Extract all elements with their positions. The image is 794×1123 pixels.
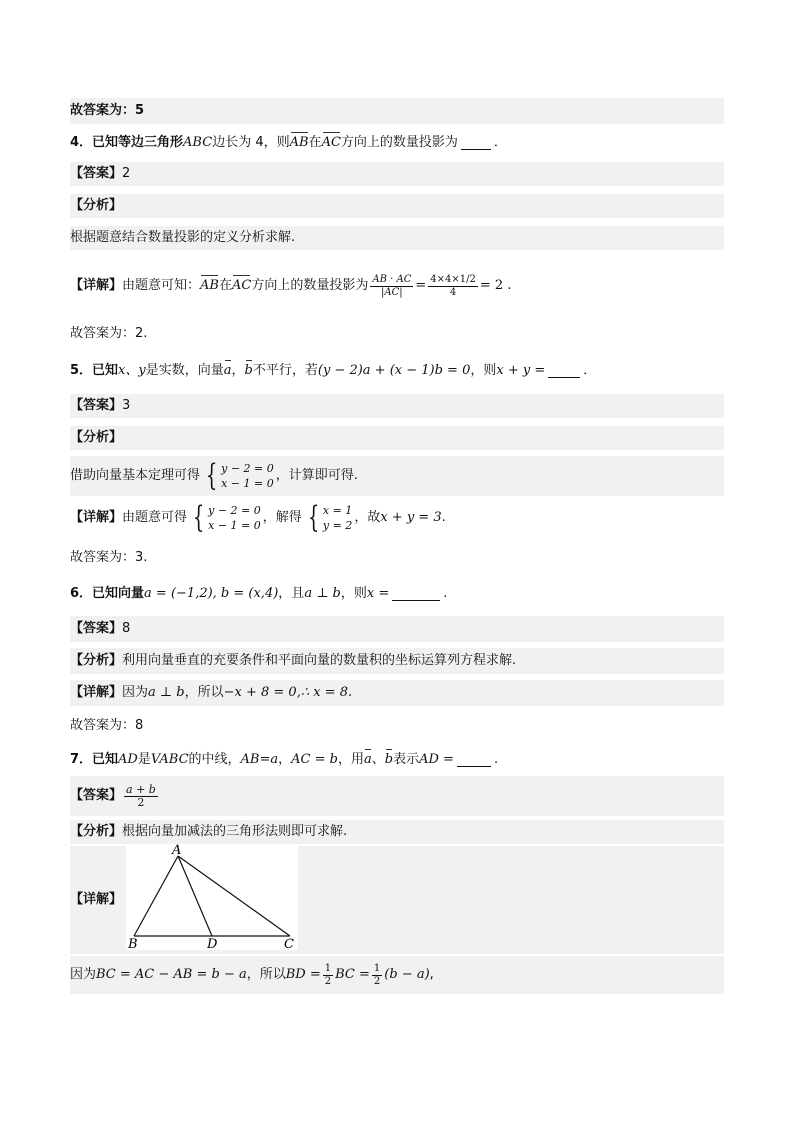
- q5-expr: x + y =: [496, 363, 546, 378]
- figure-background: [126, 844, 298, 950]
- q4-vector-ac: AC: [321, 135, 341, 150]
- q6-perp: a ⊥ b: [304, 586, 341, 601]
- q7-answer-numerator: a + b: [126, 782, 156, 796]
- q4-frac2-denominator: 4: [449, 286, 457, 298]
- q5-system3: [304, 500, 353, 535]
- q6-vector-def: a = (−1,2), b = (x,4): [144, 586, 279, 601]
- q5-answer-label: 【答案】: [70, 398, 123, 413]
- q5-analysis-label: 【分析】: [70, 430, 123, 445]
- q5-detail-label: 【详解】: [70, 510, 123, 525]
- q4-conclusion-row: [70, 322, 724, 346]
- q5-system1: [202, 458, 274, 493]
- q7-vector-a: a: [363, 752, 372, 767]
- q7-answer-row: [70, 776, 724, 816]
- q4-answer-row: [70, 162, 724, 186]
- q4-detail-vec-ac: AC: [232, 278, 252, 293]
- q7-half-num-2: 1: [373, 962, 381, 974]
- q7-answer-blank: [457, 754, 491, 767]
- q5-equation: (y − 2)a + (x − 1)b = 0: [317, 363, 471, 378]
- q7-analysis-row: [70, 820, 724, 844]
- q5-text1: 是实数，向量: [145, 363, 224, 378]
- q6-conclusion: 故答案为：8: [70, 718, 144, 733]
- q5-sys1-line1: y − 2 = 0: [221, 462, 274, 475]
- q5-sys3-line2: y = 2: [322, 519, 353, 532]
- question-5: [70, 358, 724, 384]
- q7-answer-denominator: 2: [137, 795, 145, 809]
- q6-end: .: [443, 586, 448, 601]
- q5-analysis-text1: 借助向量基本定理可得: [70, 468, 201, 483]
- q5-detail-expr: x + y = 3: [380, 510, 442, 525]
- q7-median: AD: [118, 752, 138, 767]
- q7-target: AD =: [419, 752, 454, 767]
- q7-def1: AB=a: [240, 752, 279, 767]
- q4-detail-text3: 方向上的数量投影为: [251, 278, 369, 293]
- q6-detail-label: 【详解】: [70, 685, 123, 700]
- q4-frac-denominator: |AC|: [381, 286, 403, 298]
- label-c: C: [284, 937, 294, 950]
- q7-text4: 、: [371, 752, 385, 767]
- q7-vector-b: b: [384, 752, 394, 767]
- prev-answer-line: [70, 98, 724, 124]
- q7-last-text2: ，所以: [246, 967, 286, 982]
- q4-frac2-numerator: 4×4×1/2: [430, 273, 476, 285]
- q5-detail-end: .: [441, 510, 446, 525]
- q5-answer-blank: [548, 365, 580, 378]
- q6-detail-text1: 因为: [122, 685, 149, 700]
- q6-detail-perp: a ⊥ b: [148, 685, 185, 700]
- q4-triangle: ABC: [183, 135, 213, 150]
- label-b: B: [128, 937, 138, 950]
- q5-detail-row: [70, 498, 724, 538]
- q4-analysis-row: [70, 226, 724, 250]
- q6-conclusion-row: [70, 714, 724, 738]
- q4-detail-row: [70, 258, 724, 314]
- q7-answer-label: 【答案】: [70, 788, 123, 803]
- q5-vector-b: b: [244, 363, 253, 378]
- q7-text5: 表示: [393, 752, 420, 767]
- q7-half-fraction-2: [372, 963, 382, 988]
- q7-text2: 的中线，: [188, 752, 241, 767]
- q6-detail-text2: ，所以: [184, 685, 224, 700]
- q5-analysis-text2: ，计算即可得.: [275, 468, 358, 483]
- q7-text3: ，用: [337, 752, 364, 767]
- q5-sys2-line2: x − 1 = 0: [208, 519, 261, 532]
- q5-vector-a: a: [223, 363, 232, 378]
- q6-answer-value: 8: [122, 621, 131, 636]
- q7-last-end: ,: [429, 967, 434, 982]
- q7-last-row: [70, 956, 724, 994]
- q7-def2: AC = b: [291, 752, 338, 767]
- q7-text1: 是: [137, 752, 151, 767]
- q4-analysis-text: 根据题意结合数量投影的定义分析求解.: [70, 230, 296, 245]
- q5-text2: 不平行，若: [252, 363, 318, 378]
- q5-answer-row: [70, 394, 724, 418]
- q5-end: ．: [583, 363, 597, 378]
- q7-analysis-label: 【分析】: [70, 824, 123, 839]
- q4-prefix: 4．已知等边三角形: [70, 135, 184, 150]
- q6-answer-row: [70, 616, 724, 642]
- q6-analysis-label: 【分析】: [70, 653, 123, 668]
- q7-half-fraction-1: [323, 963, 333, 988]
- q6-detail-row: [70, 680, 724, 706]
- left-brace-icon: {: [192, 500, 205, 535]
- q4-detail-text1: 由题意可知：: [122, 278, 201, 293]
- q7-last-text1: 因为: [70, 967, 97, 982]
- q5-vars: x、y: [118, 363, 146, 378]
- q6-prefix: 6．已知向量: [70, 586, 145, 601]
- q6-analysis-text: 利用向量垂直的充要条件和平面向量的数量积的坐标运算列方程求解.: [122, 653, 517, 668]
- q6-analysis-row: [70, 648, 724, 674]
- q4-projection-fraction: [370, 274, 413, 299]
- q4-detail-result: = 2 .: [479, 278, 512, 293]
- q6-text2: ，则: [340, 586, 367, 601]
- q7-prefix: 7．已知: [70, 752, 119, 767]
- q7-last-expr2: BD =: [285, 967, 321, 982]
- label-d: D: [207, 937, 218, 950]
- q4-detail-label: 【详解】: [70, 278, 123, 293]
- question-6: [70, 582, 724, 606]
- q6-detail-expr: −x + 8 = 0,∴ x = 8.: [223, 685, 353, 700]
- q4-detail-vec-ab: AB: [200, 278, 219, 293]
- q4-answer-label: 【答案】: [70, 166, 123, 181]
- q4-frac-numerator: AB · AC: [372, 273, 412, 285]
- q7-half-den-2: 2: [373, 975, 381, 987]
- q7-answer-fraction: [124, 784, 158, 809]
- q7-sep: ，: [278, 752, 292, 767]
- q4-answer-blank: [461, 137, 491, 150]
- prev-answer-text: 故答案为：5: [70, 103, 145, 118]
- q5-sys3-line1: x = 1: [322, 504, 353, 517]
- q7-end: .: [493, 752, 499, 767]
- q5-sys2-line1: y − 2 = 0: [208, 504, 261, 517]
- q4-end: ．: [493, 135, 507, 150]
- q4-vector-ab: AB: [289, 135, 309, 150]
- q6-answer-blank: [392, 588, 440, 601]
- q5-sep: ，: [231, 363, 245, 378]
- triangle-figure: [126, 844, 298, 956]
- question-4: [70, 132, 724, 154]
- q7-last-expr4: (b − a): [384, 967, 430, 982]
- q4-in-text: 在: [308, 135, 322, 150]
- q4-answer-value: 2: [122, 166, 131, 181]
- q5-prefix: 5．已知: [70, 363, 119, 378]
- q4-value-fraction: [428, 274, 478, 299]
- q7-last-expr3: BC =: [335, 967, 370, 982]
- q7-half-num-1: 1: [324, 962, 332, 974]
- q7-detail-row: [70, 846, 724, 954]
- q7-detail-label: 【详解】: [70, 892, 123, 907]
- q5-conclusion: 故答案为：3.: [70, 550, 148, 565]
- q5-system2: [189, 500, 261, 535]
- question-7: [70, 748, 724, 772]
- q7-half-den-1: 2: [324, 975, 332, 987]
- left-brace-icon: {: [205, 458, 218, 493]
- label-a: A: [172, 844, 182, 858]
- q7-triangle: VABC: [150, 752, 189, 767]
- q4-detail-eq: =: [415, 278, 427, 293]
- q5-analysis-label-row: [70, 426, 724, 450]
- q6-expr: x =: [366, 586, 390, 601]
- triangle-figure-svg: [126, 844, 298, 950]
- q5-detail-text3: ，故: [354, 510, 381, 525]
- q7-last-expr1: BC = AC − AB = b − a: [96, 967, 247, 982]
- q4-suffix: 方向上的数量投影为: [340, 135, 458, 150]
- q5-answer-value: 3: [122, 398, 131, 413]
- q5-conclusion-row: [70, 546, 724, 570]
- q4-analysis-label: 【分析】: [70, 198, 123, 213]
- q4-detail-text2: 在: [218, 278, 232, 293]
- q4-analysis-label-row: [70, 194, 724, 218]
- q5-text3: ，则: [470, 363, 497, 378]
- q6-answer-label: 【答案】: [70, 621, 123, 636]
- q4-side-text: 边长为 4，则: [212, 135, 290, 150]
- q7-analysis-text: 根据向量加减法的三角形法则即可求解.: [122, 824, 348, 839]
- q6-text1: ，且: [278, 586, 305, 601]
- q4-conclusion: 故答案为：2.: [70, 326, 148, 341]
- q5-detail-text1: 由题意可得: [122, 510, 188, 525]
- q5-analysis-row: [70, 456, 724, 496]
- left-brace-icon: {: [307, 500, 320, 535]
- q5-detail-text2: ，解得: [262, 510, 302, 525]
- q5-sys1-line2: x − 1 = 0: [221, 477, 274, 490]
